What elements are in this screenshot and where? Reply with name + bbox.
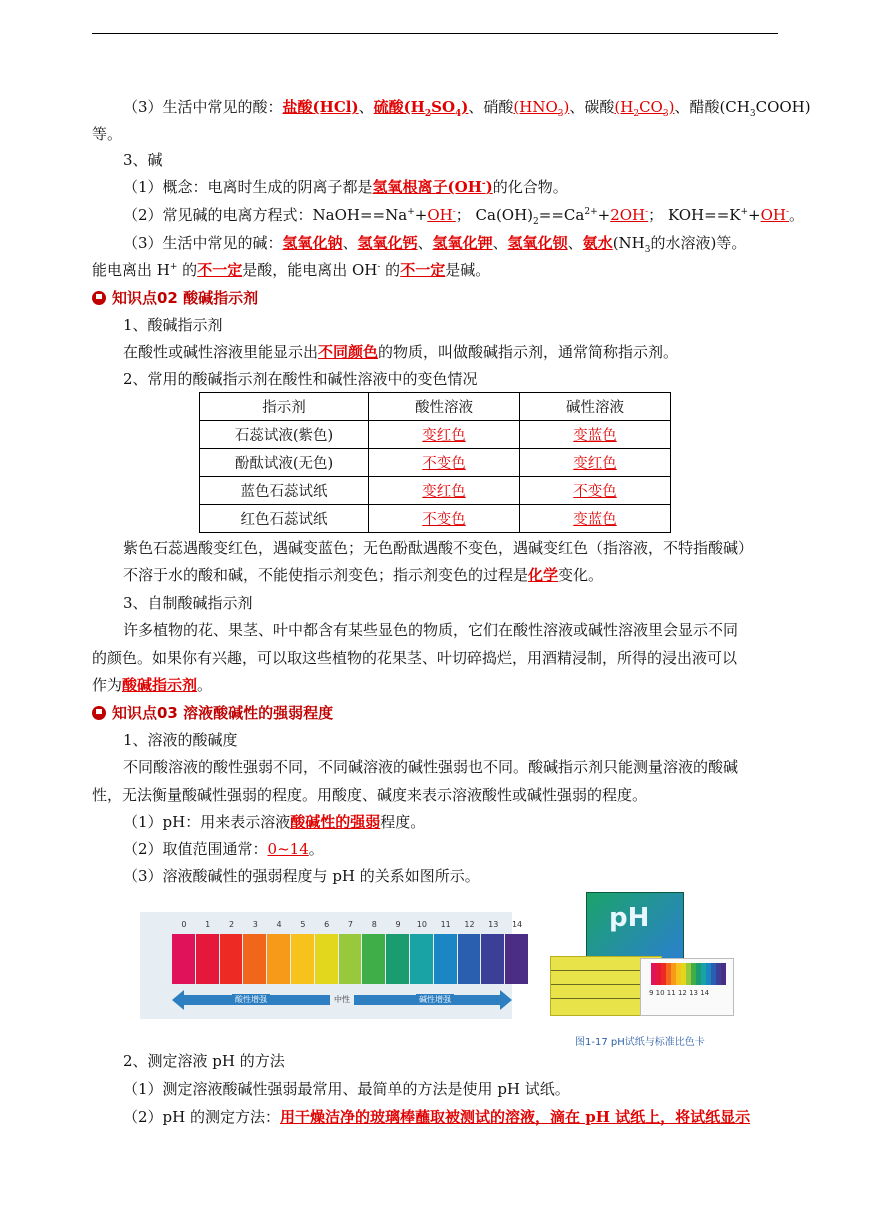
indicator-heading: 1、酸碱指示剂 [123, 316, 223, 334]
color-chart-card: 9 10 11 12 13 14 [640, 958, 734, 1016]
ph-number: 11 [440, 920, 451, 929]
method-line-2: （2）pH 的测定方法：用干燥洁净的玻璃棒蘸取被测试的溶液，滴在 pH 试纸上，将试纸显示 [123, 1108, 751, 1126]
table-cell: 红色石蕊试纸 [200, 505, 369, 533]
ph-figure-intro: （3）溶液酸碱性的强弱程度与 pH 的关系如图所示。 [123, 867, 480, 885]
ph-color-cell [505, 934, 528, 984]
indicator-note-2: 不溶于水的酸和碱，不能使指示剂变色；指示剂变色的过程是化学变化。 [123, 566, 604, 584]
ph-number: 12 [464, 920, 475, 929]
ph-range: （2）取值范围通常：0~14。 [123, 840, 324, 858]
table-cell: 不变色 [520, 477, 671, 505]
ph-number: 0 [181, 920, 187, 929]
ph-color-cell [172, 934, 195, 984]
table-cell: 变红色 [369, 477, 520, 505]
ph-number: 5 [300, 920, 306, 929]
ph-color-cell [243, 934, 266, 984]
base-heading: 3、碱 [123, 151, 163, 169]
ph-color-cell [410, 934, 433, 984]
table-cell: 变蓝色 [520, 421, 671, 449]
ph-scale-numbers [172, 920, 529, 929]
base-concept: （1）概念：电离时生成的阴离子都是氢氧根离子(OH-)的化合物。 [123, 178, 568, 196]
indicator-definition: 在酸性或碱性溶液里能显示出不同颜色的物质，叫做酸碱指示剂，通常简称指示剂。 [123, 343, 679, 361]
indicator-table [199, 392, 671, 533]
ph-color-cell [315, 934, 338, 984]
table-row [200, 421, 671, 449]
table-cell: 酚酞试液(无色) [200, 449, 369, 477]
ph-number: 1 [205, 920, 211, 929]
table-cell: 变红色 [520, 449, 671, 477]
ph-color-cell [481, 934, 504, 984]
ph-color-cell [291, 934, 314, 984]
base-label: 碱性增强 [416, 994, 454, 1005]
table-row [200, 449, 671, 477]
header-rule [92, 33, 778, 34]
ph-color-cell [339, 934, 362, 984]
table-cell: 不变色 [369, 505, 520, 533]
ph-number: 10 [416, 920, 427, 929]
acids-line-tail: 等。 [92, 125, 123, 143]
indicator-note-1: 紫色石蕊遇酸变红色，遇碱变蓝色；无色酚酞遇酸不变色，遇碱变红色（指溶液，不特指酸碱） [123, 539, 754, 557]
homemade-para-1: 许多植物的花、果茎、叶中都含有某些显色的物质，它们在酸性溶液或碱性溶液里会显示不同 [123, 621, 739, 639]
table-cell: 变红色 [369, 421, 520, 449]
ph-number: 13 [488, 920, 499, 929]
table-header-cell: 酸性溶液 [369, 393, 520, 421]
ph-paper-photo [548, 890, 738, 1020]
homemade-para-3: 作为酸碱指示剂。 [92, 676, 213, 694]
table-header-row [200, 393, 671, 421]
color-swatch [721, 963, 726, 985]
ph-color-cell [434, 934, 457, 984]
flag-icon [92, 706, 106, 720]
kp03-heading: 知识点03 溶液酸碱性的强弱程度 [92, 702, 333, 723]
ph-number: 14 [511, 920, 523, 929]
figure-caption: 图1-17 pH试纸与标准比色卡 [575, 1037, 705, 1048]
ph-number: 3 [252, 920, 258, 929]
base-common: （3）生活中常见的碱：氢氧化钠、氢氧化钙、氢氧化钾、氢氧化钡、氨水($NH_3$的水溶液)等。 [123, 234, 747, 255]
homemade-para-2: 的颜色。如果你有兴趣，可以取这些植物的花果茎、叶切碎捣烂，用酒精浸制，所得的浸出液可以 [92, 649, 738, 667]
table-header-cell: 碱性溶液 [520, 393, 671, 421]
table-cell: 变蓝色 [520, 505, 671, 533]
base-ionization: （2）常见碱的电离方程式：NaOH==Na++OH-； $Ca(OH)_2==Ca^{2+}+2OH^-$； KOH==K++OH-。 [123, 206, 805, 227]
homemade-heading: 3、自制酸碱指示剂 [123, 594, 253, 612]
ph-number: 7 [347, 920, 354, 929]
table-row [200, 477, 671, 505]
ph-color-cell [267, 934, 290, 984]
ph-heading: 1、溶液的酸碱度 [123, 731, 238, 749]
ph-scale-colors [172, 934, 529, 984]
table-cell: 石蕊试液(紫色) [200, 421, 369, 449]
ph-number: 6 [324, 920, 330, 929]
kp02-heading: 知识点02 酸碱指示剂 [92, 287, 258, 308]
ph-scale-figure [140, 912, 523, 1019]
table-cell: 不变色 [369, 449, 520, 477]
table-header-cell: 指示剂 [200, 393, 369, 421]
ph-number: 2 [228, 920, 235, 929]
ph-number: 9 [395, 920, 401, 929]
indicator-table-caption: 2、常用的酸碱指示剂在酸性和碱性溶液中的变色情况 [123, 370, 478, 388]
ph-definition: （1）pH：用来表示溶液酸碱性的强弱程度。 [123, 813, 426, 831]
ph-color-cell [196, 934, 219, 984]
ph-para-2: 性，无法衡量酸碱性强弱的程度。用酸度、碱度来表示溶液酸性或碱性强弱的程度。 [92, 786, 648, 804]
method-line-1: （1）测定溶液酸碱性强弱最常用、最简单的方法是使用 pH 试纸。 [123, 1080, 570, 1098]
ph-color-cell [220, 934, 243, 984]
ph-color-cell [386, 934, 409, 984]
acids-line: （3）生活中常见的酸：盐酸(HCl)、硫酸$(H_2SO_4)$、硝酸$(HNO_3)$、碳酸$(H_2CO_3)$、醋酸$(CH_3COOH)$ [123, 98, 811, 119]
acid-base-note: 能电离出 H+ 的不一定是酸，能电离出 OH- 的不一定是碱。 [92, 261, 491, 279]
ph-paper-box: pH [586, 892, 684, 964]
ph-number: 4 [276, 920, 282, 929]
neutral-label: 中性 [330, 991, 354, 1009]
flag-icon [92, 291, 106, 305]
acid-label: 酸性增强 [232, 994, 270, 1005]
table-cell: 蓝色石蕊试纸 [200, 477, 369, 505]
method-heading: 2、测定溶液 pH 的方法 [123, 1052, 285, 1070]
ph-para-1: 不同酸溶液的酸性强弱不同，不同碱溶液的碱性强弱也不同。酸碱指示剂只能测量溶液的酸碱 [123, 758, 739, 776]
ph-color-cell [362, 934, 385, 984]
ph-number: 8 [371, 920, 377, 929]
table-row [200, 505, 671, 533]
ph-color-cell [458, 934, 481, 984]
